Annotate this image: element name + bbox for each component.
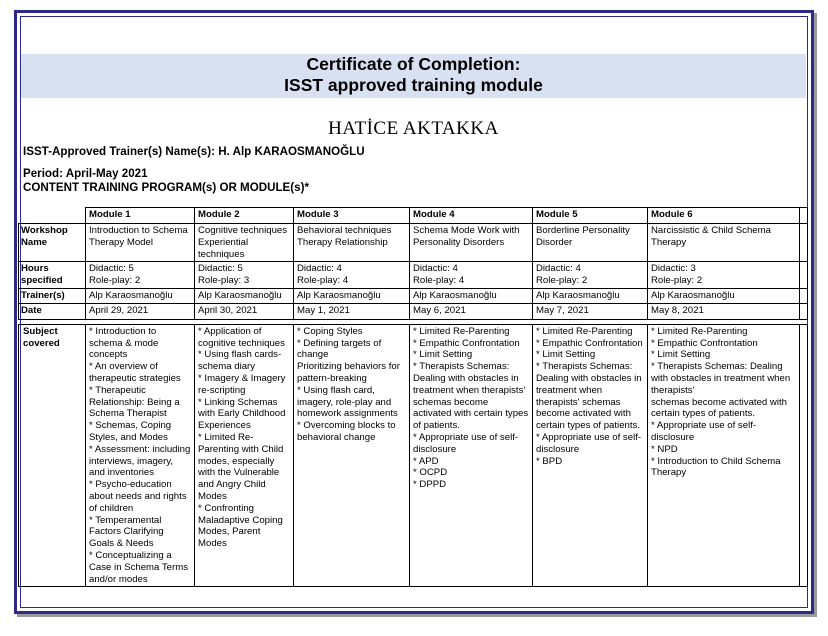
module-2-trainer: Alp Karaosmanoğlu [195, 288, 294, 303]
module-4-hours [410, 262, 533, 289]
subject-item: * Therapists Schemas: Dealing with obstacles in treatment when therapists' schemas become activated with certain types of patients. [536, 361, 642, 432]
subject-item: * Therapists Schemas: Dealing with obstacles in treatment when therapists' [651, 361, 791, 396]
row-label-workshop: Workshop Name [19, 224, 86, 262]
subject-item: * Linking Schemas with Early Childhood Experiences [198, 396, 286, 432]
module-3-date: May 1, 2021 [294, 303, 410, 319]
module-3-trainer: Alp Karaosmanoğlu [294, 288, 410, 303]
recipient-name: HATİCE AKTAKKA [328, 118, 499, 139]
module-1-subjects [86, 324, 195, 587]
module-3-hours [294, 262, 410, 289]
module-1-date: April 29, 2021 [86, 303, 195, 319]
edge-cell [800, 224, 808, 262]
subject-item: * Limit Setting [536, 349, 596, 361]
subject-item: * Application of cognitive techniques [198, 325, 285, 349]
module-4-subjects [410, 324, 533, 587]
subject-item: * NPD [651, 443, 678, 455]
subject-item: * Empathic Confrontation [651, 337, 758, 349]
subject-item: * Imagery & Imagery re-scripting [198, 372, 286, 396]
edge-cell [800, 324, 808, 587]
subject-item: * Using flash card, imagery, role-play and homework assignments [297, 384, 398, 420]
module-5-didactic: Didactic: 4 [536, 263, 581, 275]
subject-item: * Empathic Confrontation [413, 337, 520, 349]
module-1-trainer: Alp Karaosmanoğlu [86, 288, 195, 303]
subject-item: * Using flash cards-schema diary [198, 349, 282, 373]
module-3-header: Module 3 [294, 208, 410, 224]
module-4-didactic: Didactic: 4 [413, 263, 458, 275]
row-label-trainer: Trainer(s) [19, 288, 86, 303]
title-line-2: ISST approved training module [284, 75, 543, 95]
title-line-1: Certificate of Completion: [306, 54, 521, 74]
subject-item: * Limited Re-Parenting [651, 325, 748, 337]
subject-item: * Introduction to Child Schema Therapy [651, 455, 781, 479]
module-6-workshop: Narcissistic & Child Schema Therapy [648, 224, 800, 262]
subject-item: * An overview of therapeutic strategies [89, 361, 181, 384]
module-5-date: May 7, 2021 [533, 303, 648, 319]
module-header-row [19, 208, 808, 224]
subject-item: schemas become activated with certain types of patients. [651, 396, 787, 420]
module-6-trainer: Alp Karaosmanoğlu [648, 288, 800, 303]
subject-item: * APD [413, 455, 439, 467]
subject-item: * Overcoming blocks to behavioral change [297, 420, 396, 443]
module-5-trainer: Alp Karaosmanoğlu [533, 288, 648, 303]
module-2-roleplay: Role-play: 3 [198, 275, 250, 287]
program-heading: CONTENT TRAINING PROGRAM(s) OR MODULE(s)* [23, 181, 309, 194]
subject-item: * DPPD [413, 479, 447, 491]
module-4-date: May 6, 2021 [410, 303, 533, 319]
edge-cell [800, 303, 808, 319]
subject-item: * Appropriate use of self-disclosure [536, 431, 642, 455]
subject-item: * Defining targets of change [297, 337, 382, 361]
module-3-workshop: Behavioral techniques Therapy Relationship [294, 224, 410, 262]
row-label-date: Date [19, 303, 86, 319]
row-label-hours: Hours specified [19, 262, 86, 289]
module-5-roleplay: Role-play: 2 [536, 275, 588, 287]
workshop-row [19, 224, 808, 262]
subject-item: * OCPD [413, 467, 448, 479]
subject-item: * Empathic Confrontation [536, 337, 643, 349]
modules-table [18, 207, 808, 587]
subject-item: * Limited Re-Parenting with Child modes, especially with the Vulnerable and Angry Child Modes [198, 431, 284, 502]
module-4-workshop: Schema Mode Work with Personality Disorders [410, 224, 533, 262]
subject-item: * Limited Re-Parenting [536, 325, 633, 337]
subject-item: * Therapeutic Relationship: Being a Schema Therapist [89, 384, 180, 420]
subject-item: * Limit Setting [651, 349, 711, 361]
subject-item: * Confronting Maladaptive Coping Modes, Parent Modes [198, 502, 283, 550]
trainer-names: ISST-Approved Trainer(s) Name(s): H. Alp KARAOSMANOĞLU [23, 145, 365, 158]
module-3-roleplay: Role-play: 4 [297, 275, 349, 287]
edge-cell [800, 262, 808, 289]
subject-item: * Limited Re-Parenting [413, 325, 510, 337]
subject-row [19, 324, 808, 587]
subject-item: * Introduction to schema & mode concepts [89, 325, 159, 361]
module-6-didactic: Didactic: 3 [651, 263, 696, 275]
module-4-roleplay: Role-play: 4 [413, 275, 465, 287]
module-4-header: Module 4 [410, 208, 533, 224]
subject-item: * Temperamental Factors Clarifying Goals & Needs [89, 514, 164, 550]
subject-item: Prioritizing behaviors for pattern-breaking [297, 361, 400, 384]
subject-item: * Appropriate use of self-disclosure [413, 431, 519, 455]
module-2-didactic: Didactic: 5 [198, 263, 243, 275]
subject-item: * Psycho-education about needs and rights of children [89, 479, 187, 514]
module-3-subjects [294, 324, 410, 587]
trainer-row [19, 288, 808, 303]
module-2-date: April 30, 2021 [195, 303, 294, 319]
module-2-subjects [195, 324, 294, 587]
module-6-date: May 8, 2021 [648, 303, 800, 319]
subject-item: * Limit Setting [413, 349, 473, 361]
module-3-didactic: Didactic: 4 [297, 263, 342, 275]
module-1-roleplay: Role-play: 2 [89, 275, 141, 287]
module-1-workshop: Introduction to Schema Therapy Model [86, 224, 195, 262]
module-6-header: Module 6 [648, 208, 800, 224]
period: Period: April-May 2021 [23, 167, 148, 180]
subject-item: * Coping Styles [297, 325, 363, 337]
subject-item: * Schemas, Coping Styles, and Modes [89, 420, 172, 443]
module-2-header: Module 2 [195, 208, 294, 224]
module-6-subjects [648, 324, 800, 587]
module-2-workshop: Cognitive techniques Experiential techniques [195, 224, 294, 262]
module-1-header: Module 1 [86, 208, 195, 224]
corner-cell [19, 208, 86, 224]
subject-item: * Appropriate use of self-disclosure [651, 420, 757, 443]
hours-row [19, 262, 808, 289]
subject-item: * Assessment: including interviews, imagery, and inventories [89, 443, 191, 479]
edge-cell [800, 208, 808, 224]
module-6-roleplay: Role-play: 2 [651, 275, 703, 287]
module-6-hours [648, 262, 800, 289]
module-1-hours [86, 262, 195, 289]
edge-cell [800, 288, 808, 303]
certificate-title [21, 54, 806, 96]
module-1-didactic: Didactic: 5 [89, 263, 134, 275]
module-4-trainer: Alp Karaosmanoğlu [410, 288, 533, 303]
subject-item: * BPD [536, 455, 563, 467]
module-2-hours [195, 262, 294, 289]
module-5-hours [533, 262, 648, 289]
date-row [19, 303, 808, 319]
module-5-workshop: Borderline Personality Disorder [533, 224, 648, 262]
module-5-header: Module 5 [533, 208, 648, 224]
row-label-subject: Subject covered [19, 324, 86, 587]
subject-item: * Conceptualizing a Case in Schema Terms and/or modes [89, 549, 188, 585]
subject-item: * Therapists Schemas: Dealing with obstacles in treatment when therapists' schemas become activated with certain types of patients. [413, 361, 529, 432]
module-5-subjects [533, 324, 648, 587]
